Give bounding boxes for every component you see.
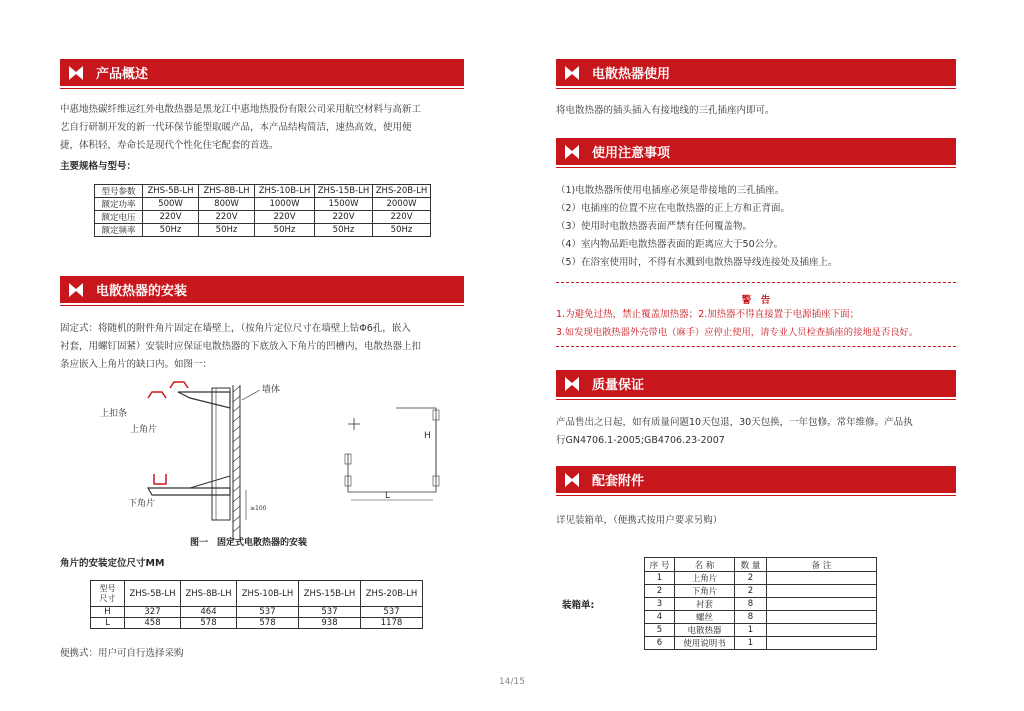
table-cell: 327 [125,607,181,618]
table-cell [767,572,877,585]
table-cell: 2 [735,572,767,585]
table-row [95,198,431,211]
text-line: 艺自行研制开发的新一代环保节能型取暖产品，本产品结构简洁，速热高效，使用便 [60,122,412,133]
height-label: H [424,431,431,441]
top-bracket-label: 上角片 [130,425,158,435]
table-cell: 220V [143,211,199,224]
warning-line: 1.为避免过热，禁止覆盖加热器；2.加热器不得直接置于电源插座下面； [556,309,860,320]
table-row [95,224,431,237]
table-cell: 上角片 [675,572,735,585]
corner-bottom-label: 尺寸 [99,593,116,603]
spec-heading: 主要规格与型号： [60,161,137,172]
warning-title: 警 告 [741,295,771,306]
table-cell: 220V [255,211,315,224]
section-banner-usage [556,59,956,86]
crosshair-icon [348,418,360,430]
section-title: 产品概述 [96,67,149,82]
table-cell: ZHS-15B-LH [315,185,373,198]
table-row [645,598,877,611]
table-cell: 464 [181,607,237,618]
warning-line: 3.如发现电散热器外壳带电（麻手）应停止使用，请专业人员检查插座的接地是否良好。 [556,327,919,338]
table-cell: 额定功率 [95,198,143,211]
table-cell [767,637,877,650]
table-cell: 1 [735,637,767,650]
length-label: L [385,491,391,501]
table-cell: 537 [299,607,361,618]
table-cell: 6 [645,637,675,650]
brand-logo-icon [564,144,580,160]
table-cell: 1 [645,572,675,585]
table-cell: 220V [315,211,373,224]
table-cell: 220V [199,211,255,224]
accessories-text: 详见装箱单，（便携式按用户要求另购） [556,515,723,526]
section-banner-install [60,276,464,303]
table-cell: 额定电压 [95,211,143,224]
list-item: （4）室内物品距电散热器表面的距离应大于50公分。 [556,239,784,250]
table-cell: 2 [735,585,767,598]
table-corner-cell [91,581,125,607]
table-cell: 8 [735,611,767,624]
top-strip-label: 上扣条 [100,409,128,419]
notes-list [556,182,956,272]
table-cell: 50Hz [373,224,431,237]
section-banner-accessories [556,466,956,493]
table-row [645,611,877,624]
table-cell: 8 [735,598,767,611]
table-cell: 220V [373,211,431,224]
table-row [645,585,877,598]
table-cell: ZHS-15B-LH [299,581,361,607]
table-cell: 下角片 [675,585,735,598]
top-bracket [148,382,230,408]
table-cell: ZHS-5B-LH [143,185,199,198]
corner-top-label: 型号 [99,583,116,593]
table-cell: 938 [299,618,361,629]
table-header-row [645,558,877,572]
wall [233,385,240,540]
table-cell: 50Hz [315,224,373,237]
list-item: （3）使用时电散热器表面严禁有任何覆盖物。 [556,221,753,232]
table-cell: H [91,607,125,618]
table-cell: 数 量 [735,558,767,572]
text-line: 中惠地热碳纤维远红外电散热器是黑龙江中惠地热股份有限公司采用航空材料与高新工 [60,104,422,115]
table-cell: 使用说明书 [675,637,735,650]
table-row [645,637,877,650]
text-line: 衬套，用螺钉固紧）安装时应保证电散热器的下底放入下角片的凹槽内，电散热器上扣 [60,341,422,352]
table-cell: ZHS-5B-LH [125,581,181,607]
table-cell: 5 [645,624,675,637]
table-cell: 537 [361,607,423,618]
table-header-row [95,185,431,198]
quality-paragraph [556,414,956,450]
bracket-table [90,580,423,629]
table-cell: 备 注 [767,558,877,572]
text-line: 产品售出之日起，如有质量问题10天包退，30天包换，一年包修。常年维修。产品执 [556,417,913,428]
warning-text [556,306,956,342]
text-line: 捷，体积轻，寿命长是现代个性化住宅配套的首选。 [60,140,279,151]
table-cell: 50Hz [199,224,255,237]
brand-logo-icon [564,376,580,392]
table-row [645,624,877,637]
table-cell: 1500W [315,198,373,211]
table-header-row [91,581,423,607]
table-cell: 1178 [361,618,423,629]
table-cell: 458 [125,618,181,629]
text-line: 固定式：将随机的附件角片固定在墙壁上，（按角片定位尺寸在墙壁上钻Φ6孔，嵌入 [60,323,411,334]
portable-note: 便携式：用户可自行选择采购 [60,648,184,659]
brand-logo-icon [68,65,84,81]
table-cell: 537 [237,607,299,618]
table-cell: ZHS-10B-LH [237,581,299,607]
table-cell: 50Hz [255,224,315,237]
table-cell [767,598,877,611]
bracket-heading: 角片的安装定位尺寸MM [60,558,165,569]
install-paragraph [60,320,464,374]
table-cell: ZHS-10B-LH [255,185,315,198]
table-cell: 800W [199,198,255,211]
table-row [95,211,431,224]
table-cell: ZHS-8B-LH [181,581,237,607]
table-cell: 3 [645,598,675,611]
table-cell: 螺丝 [675,611,735,624]
brand-logo-icon [564,65,580,81]
warning-divider [556,346,956,347]
packing-table [644,557,877,650]
text-line: 条应嵌入上角片的缺口内。如图一： [60,359,213,370]
table-cell: 名 称 [675,558,735,572]
table-cell: 1000W [255,198,315,211]
warning-divider [556,282,956,283]
page-number: 14/15 [499,677,525,687]
table-cell: 衬套 [675,598,735,611]
usage-text: 将电散热器的插头插入有接地线的三孔插座内即可。 [556,105,775,116]
table-row [91,618,423,629]
table-cell: ZHS-8B-LH [199,185,255,198]
table-cell: 500W [143,198,199,211]
table-cell: 序 号 [645,558,675,572]
bottom-bracket [148,474,230,495]
table-cell [767,585,877,598]
table-cell [767,624,877,637]
text-line: 行GN4706.1-2005;GB4706.23-2007 [556,435,725,446]
table-cell: 2 [645,585,675,598]
brand-logo-icon [564,472,580,488]
table-row [645,572,877,585]
table-cell: 2000W [373,198,431,211]
dimension-label: ≥100 [250,505,267,512]
table-cell [767,611,877,624]
table-cell: 4 [645,611,675,624]
table-cell: 1 [735,624,767,637]
table-cell: L [91,618,125,629]
section-title: 配套附件 [592,474,645,489]
section-title: 电散热器使用 [592,67,671,82]
section-title: 质量保证 [592,378,645,393]
table-cell: 型号参数 [95,185,143,198]
section-title: 电散热器的安装 [96,284,188,299]
table-cell: 50Hz [143,224,199,237]
list-item: （5）在浴室使用时，不得有水溅到电散热器导线连接处及插座上。 [556,257,838,268]
table-cell: ZHS-20B-LH [373,185,431,198]
section-banner-notes [556,138,956,165]
table-cell: ZHS-20B-LH [361,581,423,607]
spec-table [94,184,431,237]
list-item: （1)电散热器所使用电插座必须是带接地的三孔插座。 [556,185,785,196]
bottom-bracket-label: 下角片 [128,499,156,509]
table-cell: 额定频率 [95,224,143,237]
installation-diagram [90,380,460,540]
section-banner-quality [556,370,956,397]
table-cell: 578 [181,618,237,629]
table-cell: 578 [237,618,299,629]
section-banner-overview [60,59,464,86]
list-item: （2）电插座的位置不应在电散热器的正上方和正背面。 [556,203,791,214]
wall-label: 墙体 [262,385,281,395]
packing-label: 装箱单: [562,600,595,611]
table-row [91,607,423,618]
figure-caption: 图一 固定式电散热器的安装 [190,538,308,548]
table-cell: 电散热器 [675,624,735,637]
brand-logo-icon [68,282,84,298]
overview-paragraph [60,101,464,155]
section-title: 使用注意事项 [592,146,671,161]
